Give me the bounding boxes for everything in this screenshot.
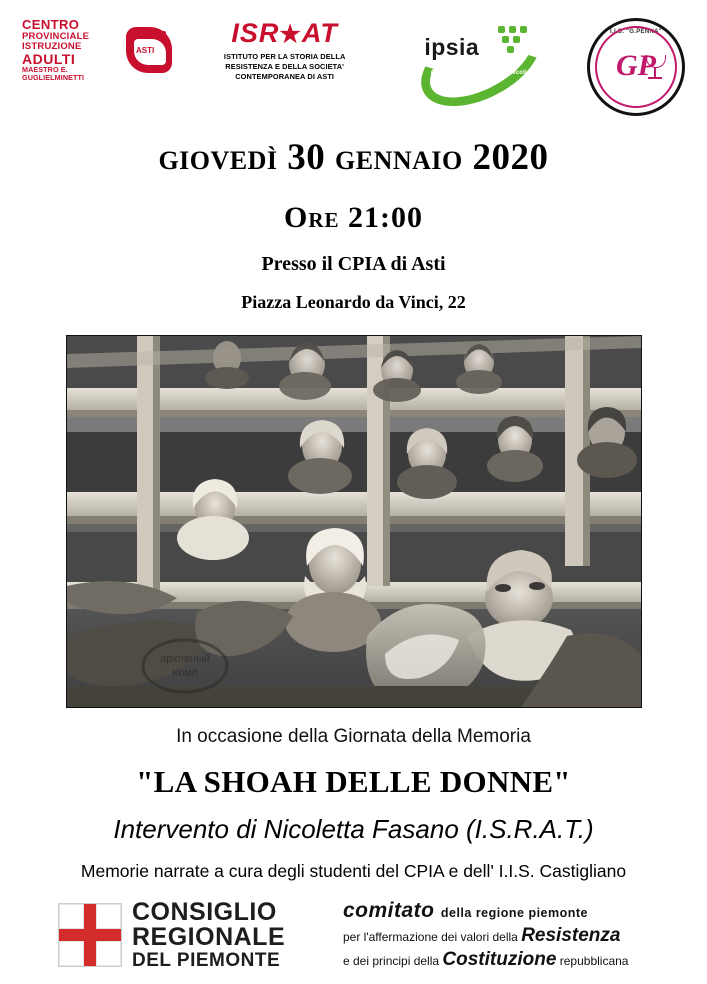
logo-cpia: [22, 18, 172, 81]
logo-penna: [575, 18, 685, 116]
logo-ipsia-wordmark: ipsia: [424, 34, 480, 60]
logo-comitato-line1: [343, 898, 673, 924]
event-time: Ore 21:00: [284, 201, 423, 234]
logo-ipsia-arc-shape: [407, 0, 556, 124]
logo-consiglio-regionale-piemonte: [58, 897, 286, 971]
logo-cpia-line1: CENTRO: [22, 17, 80, 32]
event-occasion: In occasione della Giornata della Memoria: [176, 726, 531, 747]
historic-photo-graphic: [67, 336, 641, 707]
logo-regione-line2: REGIONALE: [132, 923, 286, 952]
logo-regione-line1: CONSIGLIO: [132, 897, 277, 926]
logo-israt-subtitle: ISTITUTO PER LA STORIA DELLA RESISTENZA E DELLA SOCIETA' CONTEMPORANEA DI ASTI: [223, 52, 346, 81]
event-speaker: Intervento di Nicoletta Fasano (I.S.R.A.T.): [113, 814, 594, 844]
logo-cpia-mark-icon: [126, 27, 172, 73]
logo-comitato-line3-a: e dei principi della: [343, 954, 440, 968]
logo-comitato-line2-a: per l'affermazione dei valori della: [343, 930, 518, 945]
logo-comitato-line3: [343, 948, 673, 972]
event-credits: Memorie narrate a cura degli studenti del CPIA e dell' I.I.S. Castigliano: [80, 861, 627, 881]
logo-penna-monogram: GP: [615, 49, 656, 82]
logo-israt-wordmark: [231, 20, 338, 47]
logo-penna-ring-shape: [587, 18, 685, 116]
svg-text:apxnвный: apxnвный: [159, 653, 210, 665]
logo-ipsia-swoosh-icon: [408, 22, 536, 84]
event-address: Piazza Leonardo da Vinci, 22: [241, 292, 466, 312]
historic-photo: [66, 335, 642, 708]
event-venue: Presso il CPIA di Asti: [261, 253, 446, 275]
star-icon: ★: [279, 21, 302, 48]
logo-israt: [200, 18, 370, 82]
logo-ipsia-tagline: Arte e Cambiamento Due Secoli: [430, 70, 527, 76]
logo-ipsia-dots-icon: [498, 26, 528, 52]
logo-comitato-line2: [343, 924, 673, 948]
logo-cpia-bar-shape: [132, 31, 166, 37]
logo-cpia-line5: MAESTRO E. GUGLIELMINETTI: [22, 65, 85, 82]
logo-comitato-line3-b: Costituzione: [442, 949, 557, 970]
logo-comitato-line1-small: della regione piemonte: [440, 906, 588, 920]
logo-regione-text: [132, 897, 286, 971]
logo-cpia-text: [22, 18, 122, 81]
event-date: giovedì 30 gennaio 2020: [158, 137, 549, 178]
footer-logo-bar: [0, 882, 707, 972]
header-logo-bar: [0, 0, 707, 110]
event-title: "LA SHOAH DELLE DONNE": [136, 764, 571, 799]
svg-text:Комп: Комп: [171, 667, 198, 679]
piedmont-cross-icon: [58, 903, 122, 967]
logo-penna-top-text: I.I.S. "G.PENNA": [610, 29, 662, 35]
logo-comitato-line1-big: comitato: [343, 899, 435, 922]
logo-comitato-line3-c: repubblicana: [559, 954, 629, 968]
logo-cpia-line3: ISTRUZIONE: [22, 40, 82, 52]
logo-israt-word-before: ISR: [231, 18, 280, 48]
logo-comitato-resistenza: [343, 898, 673, 972]
logo-cpia-line4: ADULTI: [22, 50, 76, 67]
logo-comitato-line2-b: Resistenza: [521, 925, 621, 947]
logo-ipsia: [397, 18, 547, 84]
logo-israt-word-after: AT: [301, 18, 338, 48]
logo-cpia-mark-text: ASTI: [136, 45, 155, 55]
logo-cpia-line2: PROVINCIALE: [22, 30, 90, 42]
wine-glass-icon: [646, 55, 664, 81]
logo-regione-line3: DEL PIEMONTE: [132, 949, 281, 971]
